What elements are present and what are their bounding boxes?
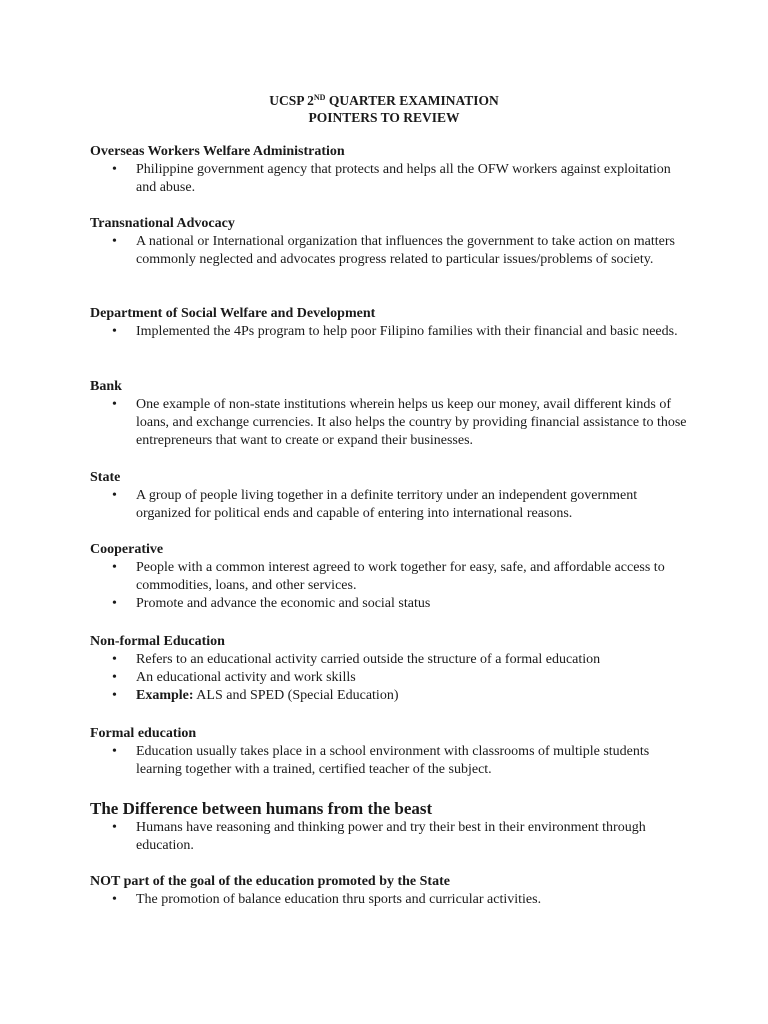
- bullet-icon: •: [112, 324, 117, 339]
- bullet-list: [90, 743, 690, 779]
- title-line-2: POINTERS TO REVIEW: [308, 110, 460, 125]
- list-item: • An educational activity and work skills: [112, 670, 356, 685]
- section-formal-education: [90, 725, 690, 779]
- list-item: • Humans have reasoning and thinking power and try their best in their environment through education.: [112, 820, 646, 853]
- bullet-icon: •: [112, 892, 117, 907]
- bullet-icon: •: [112, 488, 117, 503]
- section-transnational-advocacy: [90, 215, 690, 269]
- list-item: • Education usually takes place in a school environment with classrooms of multiple students learning together with a trained, certified teacher of the subject.: [112, 744, 650, 777]
- section-heading: The Difference between humans from the beast: [90, 799, 433, 818]
- bullet-icon: •: [112, 820, 117, 835]
- bullet-icon: •: [112, 744, 117, 759]
- section-heading: Department of Social Welfare and Development: [90, 306, 376, 321]
- bullet-list: [90, 651, 690, 705]
- bullet-list: [90, 487, 690, 523]
- section-heading: Formal education: [90, 726, 197, 741]
- section-owwa: [90, 143, 690, 197]
- list-item: [90, 687, 690, 705]
- example-label: Example:: [136, 688, 194, 703]
- section-dswd: [90, 305, 690, 341]
- document-title: [0, 92, 768, 126]
- list-item: • Philippine government agency that protects and helps all the OFW workers against exploitation and abuse.: [112, 162, 671, 195]
- section-not-part-of-goal: [90, 873, 690, 909]
- section-heading: Cooperative: [90, 542, 164, 557]
- section-cooperative: [90, 541, 690, 613]
- bullet-icon: •: [112, 234, 117, 249]
- bullet-list: [90, 819, 690, 855]
- section-heading: NOT part of the goal of the education promoted by the State: [90, 874, 450, 889]
- bullet-icon: •: [112, 652, 117, 667]
- bullet-icon: •: [112, 670, 117, 685]
- section-heading: Transnational Advocacy: [90, 216, 235, 231]
- bullet-list: [90, 161, 690, 197]
- section-heading: State: [90, 470, 121, 485]
- bullet-icon: •: [112, 162, 117, 177]
- list-item: • One example of non-state institutions wherein helps us keep our money, avail different kinds of loans, and exchange currencies. It also helps the country by providing financial assistance to those entrepreneurs that want to create or expand their businesses.: [112, 397, 687, 448]
- bullet-icon: •: [112, 397, 117, 412]
- bullet-list: [90, 233, 690, 269]
- bullet-list: [90, 891, 690, 909]
- list-item: • A group of people living together in a definite territory under an independent government organized for political ends and capable of entering into international reasons.: [112, 488, 638, 521]
- section-state: [90, 469, 690, 523]
- section-humans-vs-beast: [90, 799, 690, 855]
- bullet-list: [90, 323, 690, 341]
- bullet-icon: •: [112, 596, 117, 611]
- list-item: • Refers to an educational activity carried outside the structure of a formal education: [112, 652, 601, 667]
- title-line-1: UCSP 2ND QUARTER EXAMINATION: [269, 93, 499, 108]
- list-item: • Implemented the 4Ps program to help poor Filipino families with their financial and basic needs.: [112, 324, 678, 339]
- section-non-formal-education: [90, 633, 690, 705]
- bullet-list: [90, 396, 690, 450]
- section-heading: Overseas Workers Welfare Administration: [90, 144, 345, 159]
- bullet-icon: •: [112, 688, 117, 703]
- example-text: ALS and SPED (Special Education): [193, 688, 399, 703]
- list-item: • Promote and advance the economic and social status: [112, 596, 431, 611]
- list-item: • A national or International organization that influences the government to take action on matters commonly neglected and advocates progress related to particular issues/problems of society.: [112, 234, 675, 267]
- bullet-icon: •: [112, 560, 117, 575]
- section-heading: Bank: [90, 379, 122, 394]
- list-item: • People with a common interest agreed to work together for easy, safe, and affordable access to commodities, loans, and other services.: [112, 560, 665, 593]
- section-heading: Non-formal Education: [90, 634, 225, 649]
- section-bank: [90, 378, 690, 450]
- bullet-list: [90, 559, 690, 613]
- list-item: • The promotion of balance education thru sports and curricular activities.: [112, 892, 542, 907]
